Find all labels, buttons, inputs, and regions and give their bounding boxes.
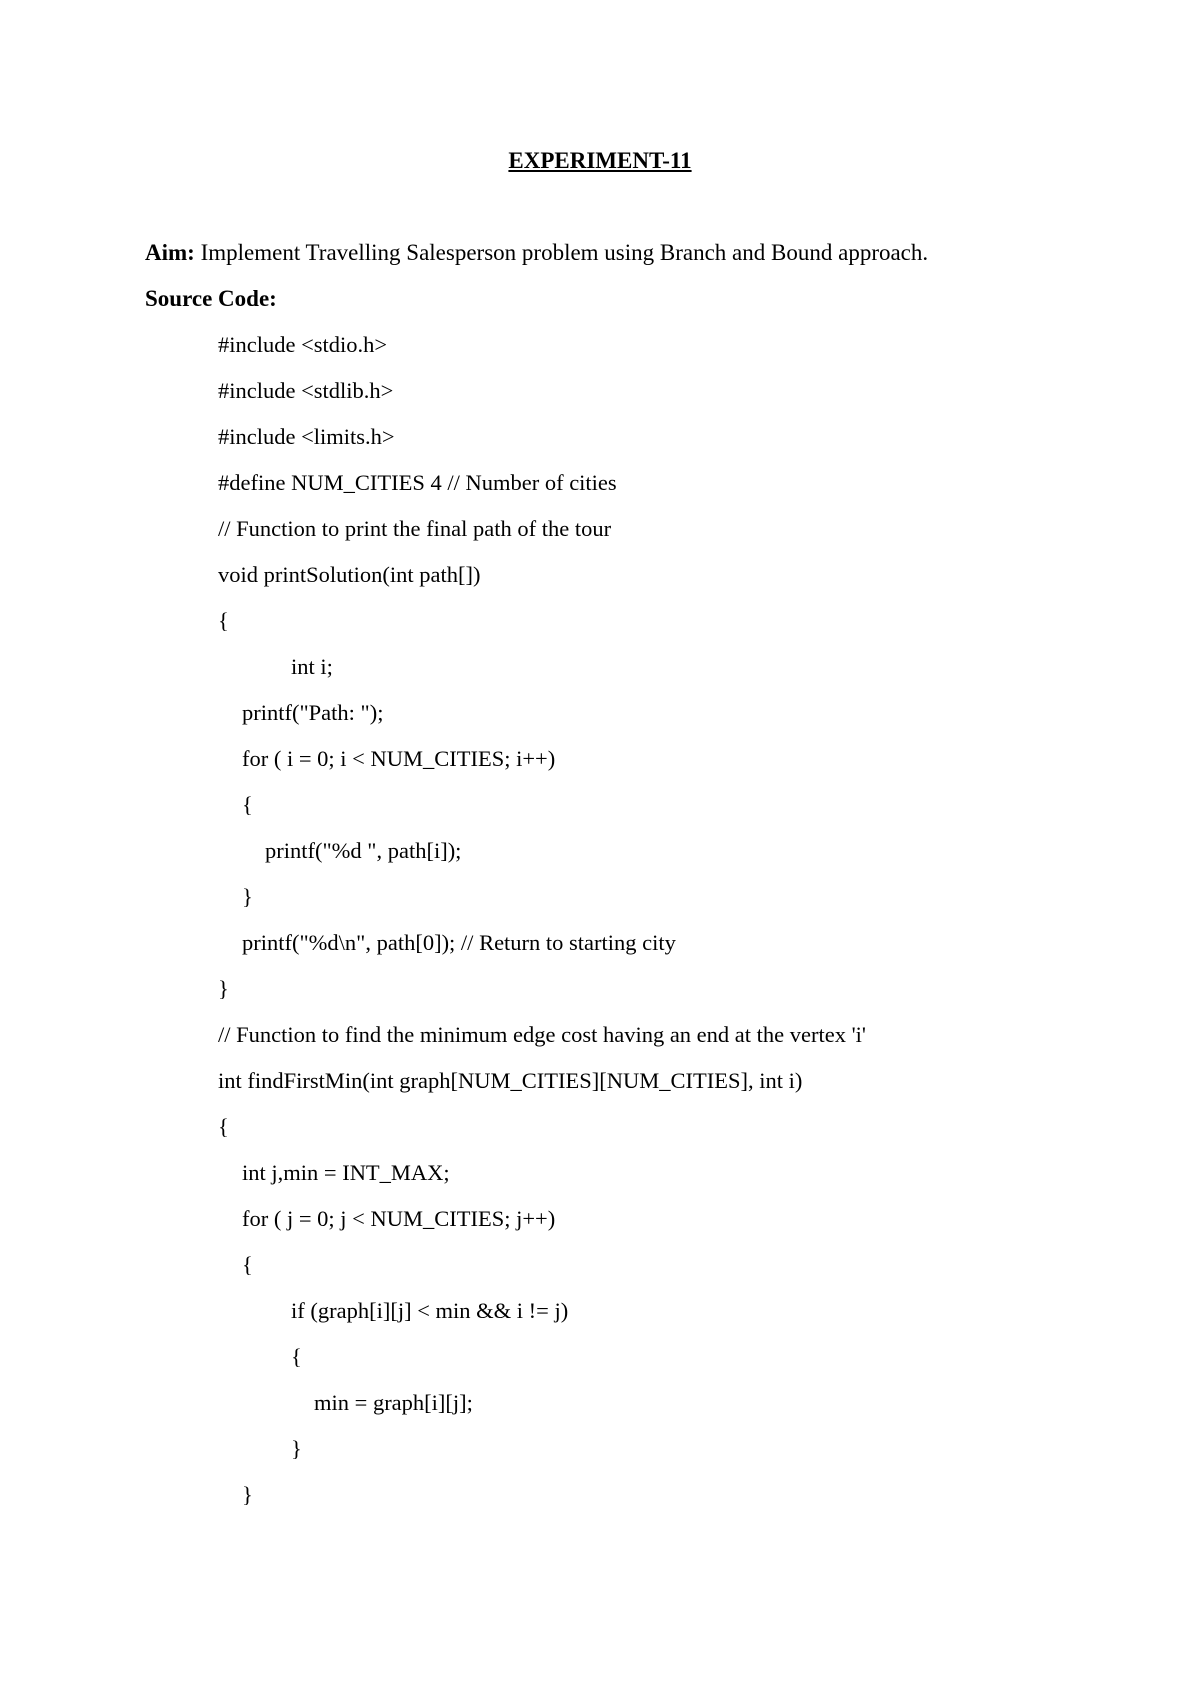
code-line: {: [242, 792, 253, 817]
code-line: int j,min = INT_MAX;: [242, 1160, 450, 1185]
code-line: for ( i = 0; i < NUM_CITIES; i++): [242, 746, 556, 771]
code-line: printf("%d\n", path[0]); // Return to starting city: [242, 930, 676, 955]
code-line: {: [242, 1252, 253, 1277]
code-line: void printSolution(int path[]): [218, 562, 481, 587]
code-line: int findFirstMin(int graph[NUM_CITIES][NUM_CITIES], int i): [218, 1068, 803, 1093]
page-title: EXPERIMENT-11: [508, 148, 692, 173]
code-line: }: [242, 1482, 253, 1507]
code-line: }: [242, 884, 253, 909]
code-line: printf("Path: ");: [242, 700, 384, 725]
source-code-label: Source Code:: [145, 286, 277, 311]
code-line: }: [291, 1436, 302, 1461]
code-line: // Function to find the minimum edge cost having an end at the vertex 'i': [218, 1022, 866, 1047]
code-line: {: [291, 1344, 302, 1369]
aim-label: Aim:: [145, 240, 195, 265]
aim-line: [145, 238, 928, 268]
code-line: #include <stdlib.h>: [218, 378, 394, 403]
code-line: #define NUM_CITIES 4 // Number of cities: [218, 470, 617, 495]
code-line: int i;: [291, 654, 333, 679]
aim-text: Implement Travelling Salesperson problem using Branch and Bound approach.: [194, 240, 929, 265]
code-line: #include <limits.h>: [218, 424, 395, 449]
code-line: // Function to print the final path of the tour: [218, 516, 612, 541]
code-line: {: [218, 608, 229, 633]
code-line: {: [218, 1114, 229, 1139]
code-line: for ( j = 0; j < NUM_CITIES; j++): [242, 1206, 556, 1231]
code-line: printf("%d ", path[i]);: [265, 838, 462, 863]
code-line: if (graph[i][j] < min && i != j): [291, 1298, 569, 1323]
code-line: }: [218, 976, 229, 1001]
code-line: #include <stdio.h>: [218, 332, 388, 357]
code-line: min = graph[i][j];: [314, 1390, 473, 1415]
